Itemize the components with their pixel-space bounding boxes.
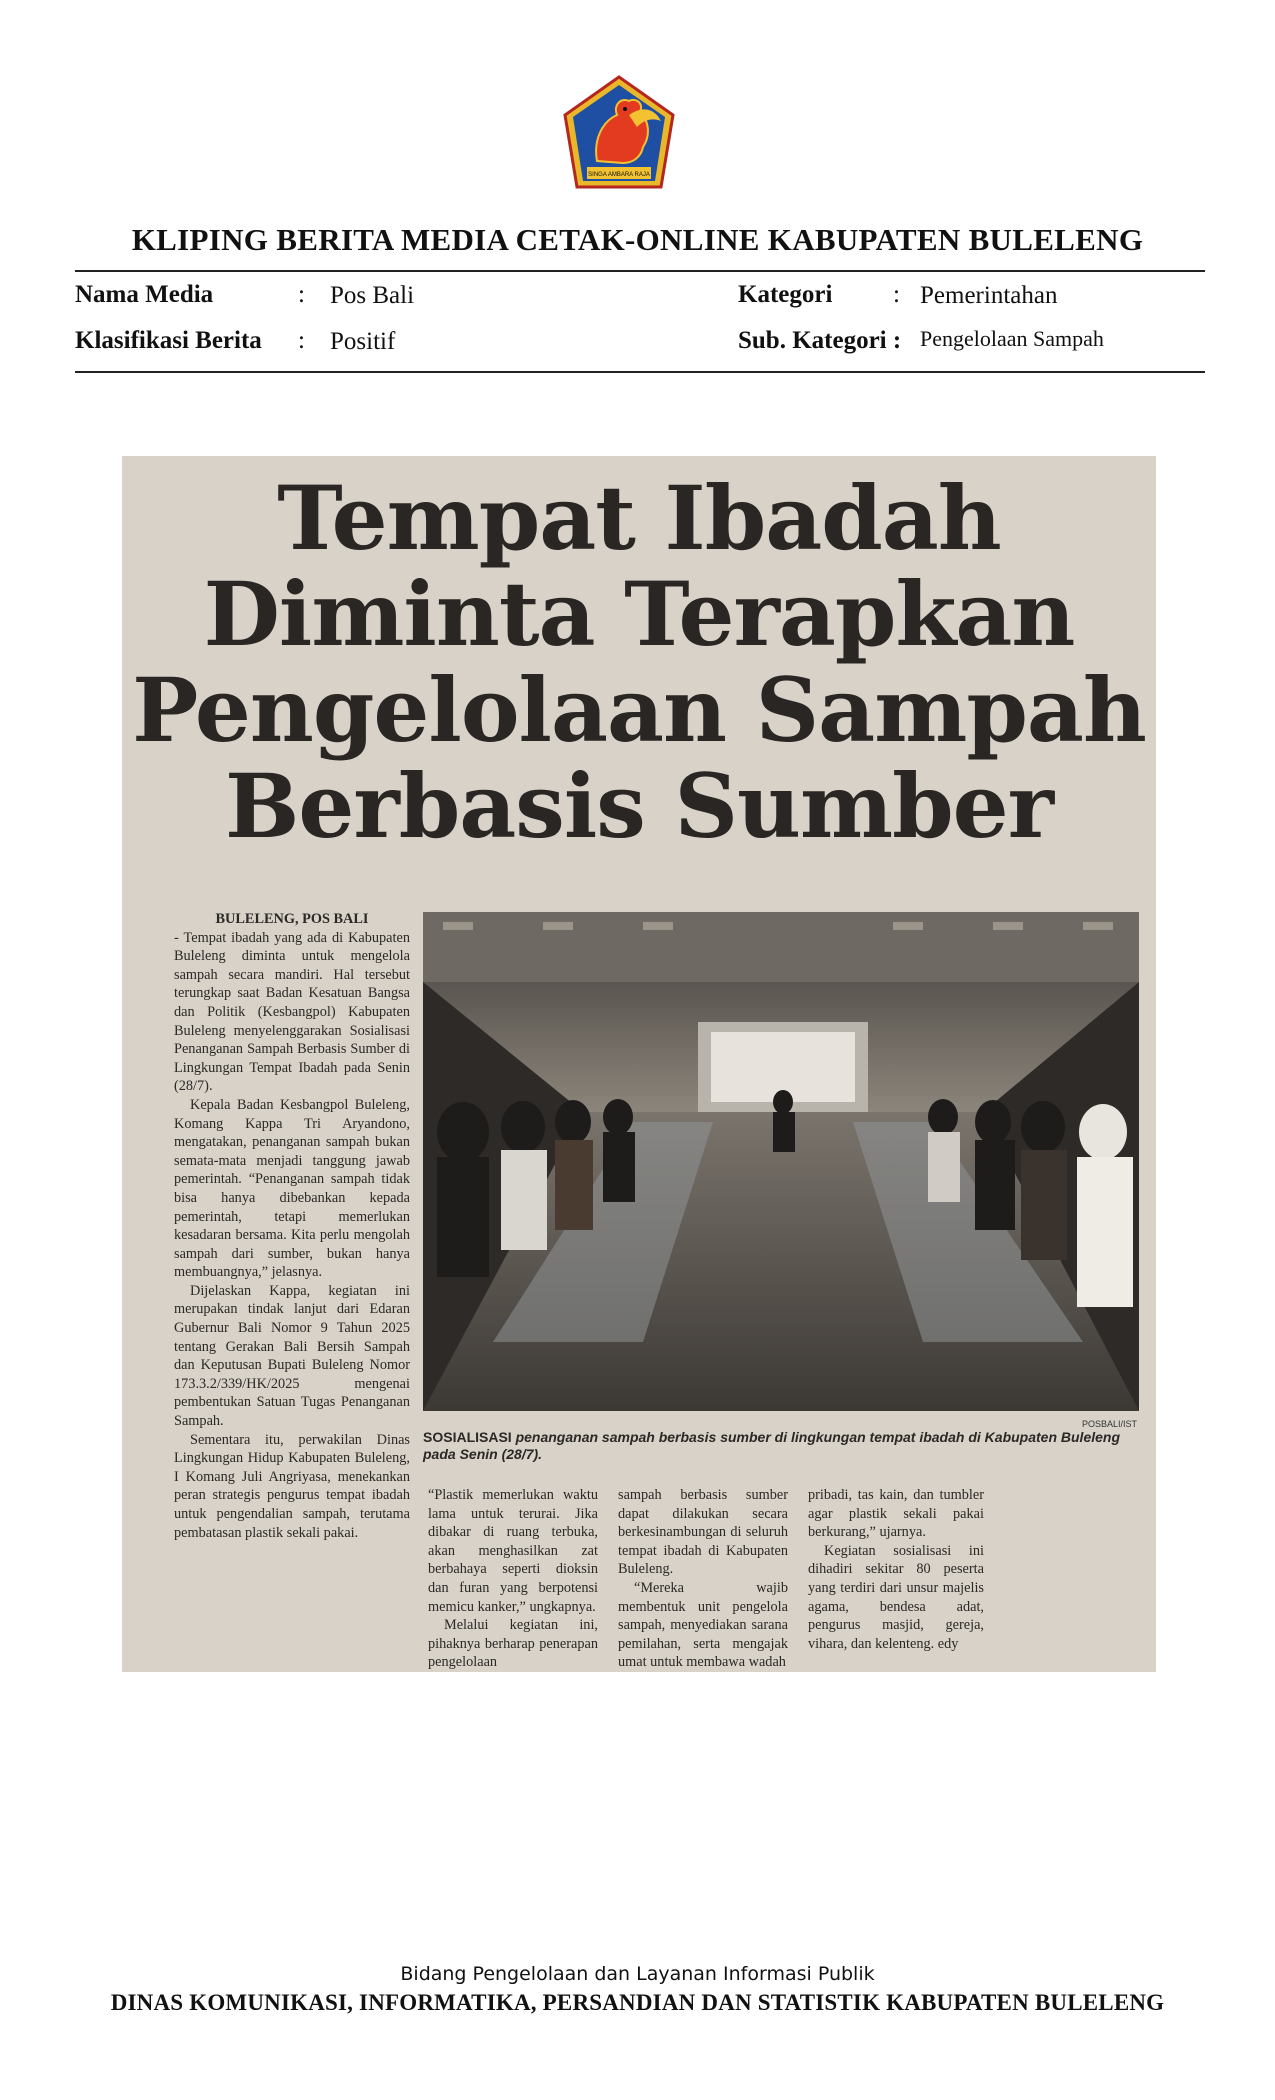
klasifikasi-label: Klasifikasi Berita [75,327,262,354]
headline-line: Tempat Ibadah [277,466,1001,570]
paragraph: Sementara itu, perwakilan Dinas Lingkungan Hidup Kabupaten Buleleng, I Komang Juli Angriyasa, menekankan peran strategis pengurus tempat ibadah untuk pengendalian sampah, terutama pembatasan plastik sekali pakai. [174,1431,410,1541]
article-photo [423,912,1139,1411]
colon: : [893,281,900,308]
footer-department: Bidang Pengelolaan dan Layanan Informasi Publik [400,1963,875,1985]
photo-caption [423,1429,1139,1463]
nama-media-label: Nama Media [75,281,214,308]
colon: : [298,281,305,308]
kategori-value: Pemerintahan [920,282,1058,309]
nama-media-value: Pos Bali [330,282,415,309]
top-divider [75,270,1205,272]
klasifikasi-value: Positif [330,328,396,355]
colon: : [298,327,305,354]
meta-divider [75,371,1205,373]
kategori-label: Kategori [738,281,833,308]
buleleng-emblem-logo [563,75,675,197]
article-headline [122,466,1156,858]
sub-kategori-value: Pengelolaan Sampah [920,326,1104,351]
paragraph: - Tempat ibadah yang ada di Kabupaten Buleleng diminta untuk mengelola sampah secara mandiri. Hal tersebut terungkap saat Badan Kesatuan Bangsa dan Politik (Kesbangpol) Kabupaten Buleleng menyelenggarakan Sosialisasi Penanganan Sampah Berbasis Sumber di Lingkungan Tempat Ibadah pada Senin (28/7). [174,929,410,1095]
paragraph: sampah berbasis sumber dapat dilakukan secara berkesinambungan di seluruh tempat ibadah di Kabupaten Buleleng. [618,1487,788,1578]
photo-credit: POSBALI/IST [1082,1419,1138,1429]
article-column-3 [618,1486,788,1672]
article-column-2 [428,1486,598,1672]
paragraph: “Mereka wajib membentuk unit pengelola sampah, menyediakan sarana pemilahan, serta mengajak umat untuk membawa wadah [618,1579,788,1671]
article-column-1 [174,910,410,1542]
paragraph: “Plastik memerlukan waktu lama untuk terurai. Jika dibakar di ruang terbuka, akan menghasilkan zat berbahaya seperti dioksin dan furan yang berpotensi memicu kanker,” ungkapnya. [428,1487,598,1615]
headline-line: Diminta Terapkan [203,562,1075,666]
paragraph: Dijelaskan Kappa, kegiatan ini merupakan tindak lanjut dari Edaran Gubernur Bali Nomor 9 Tahun 2025 tentang Gerakan Bali Bersih Sampah dan Keputusan Bupati Buleleng Nomor 173.3.2/339/HK/2025 mengenai pembentukan Satuan Tugas Penanganan Sampah. [174,1282,410,1430]
article-column-4 [808,1486,984,1653]
headline-line: Berbasis Sumber [225,754,1053,858]
caption-lead: SOSIALISASI [423,1429,512,1445]
dateline: BULELENG, POS BALI [215,911,369,927]
caption-body: penanganan sampah berbasis sumber di lingkungan tempat ibadah di Kabupaten Buleleng pada Senin (28/7). [423,1429,1121,1462]
paragraph: Melalui kegiatan ini, pihaknya berharap penerapan pengelolaan [428,1617,598,1671]
headline-line: Pengelolaan Sampah [132,658,1146,762]
page-title: KLIPING BERITA MEDIA CETAK-ONLINE KABUPATEN BULELENG [131,222,1144,257]
paragraph: Kegiatan sosialisasi ini dihadiri sekitar 80 peserta yang terdiri dari unsur majelis agama, bendesa adat, pengurus masjid, gereja, vihara, dan kelenteng. edy [808,1542,984,1652]
sub-kategori-label: Sub. Kategori : [738,327,902,354]
newspaper-clipping [122,456,1156,1672]
paragraph: pribadi, tas kain, dan tumbler agar plastik sekali pakai berkurang,” ujarnya. [808,1487,984,1541]
paragraph: Kepala Badan Kesbangpol Buleleng, Komang Kappa Tri Aryandono, mengatakan, penanganan sampah bukan semata-mata menjadi tanggung jawab pemerintah. “Penanganan sampah tidak bisa hanya dibebankan kepada pemerintah, tetapi memerlukan kesadaran bersama. Kita perlu mengolah sampah dari sumber, bukan hanya membuangnya,” jelasnya. [174,1096,410,1281]
footer-agency: DINAS KOMUNIKASI, INFORMATIKA, PERSANDIAN DAN STATISTIK KABUPATEN BULELENG [110,1990,1165,2015]
seal-text: SINGA AMBARA RAJA [588,172,650,178]
